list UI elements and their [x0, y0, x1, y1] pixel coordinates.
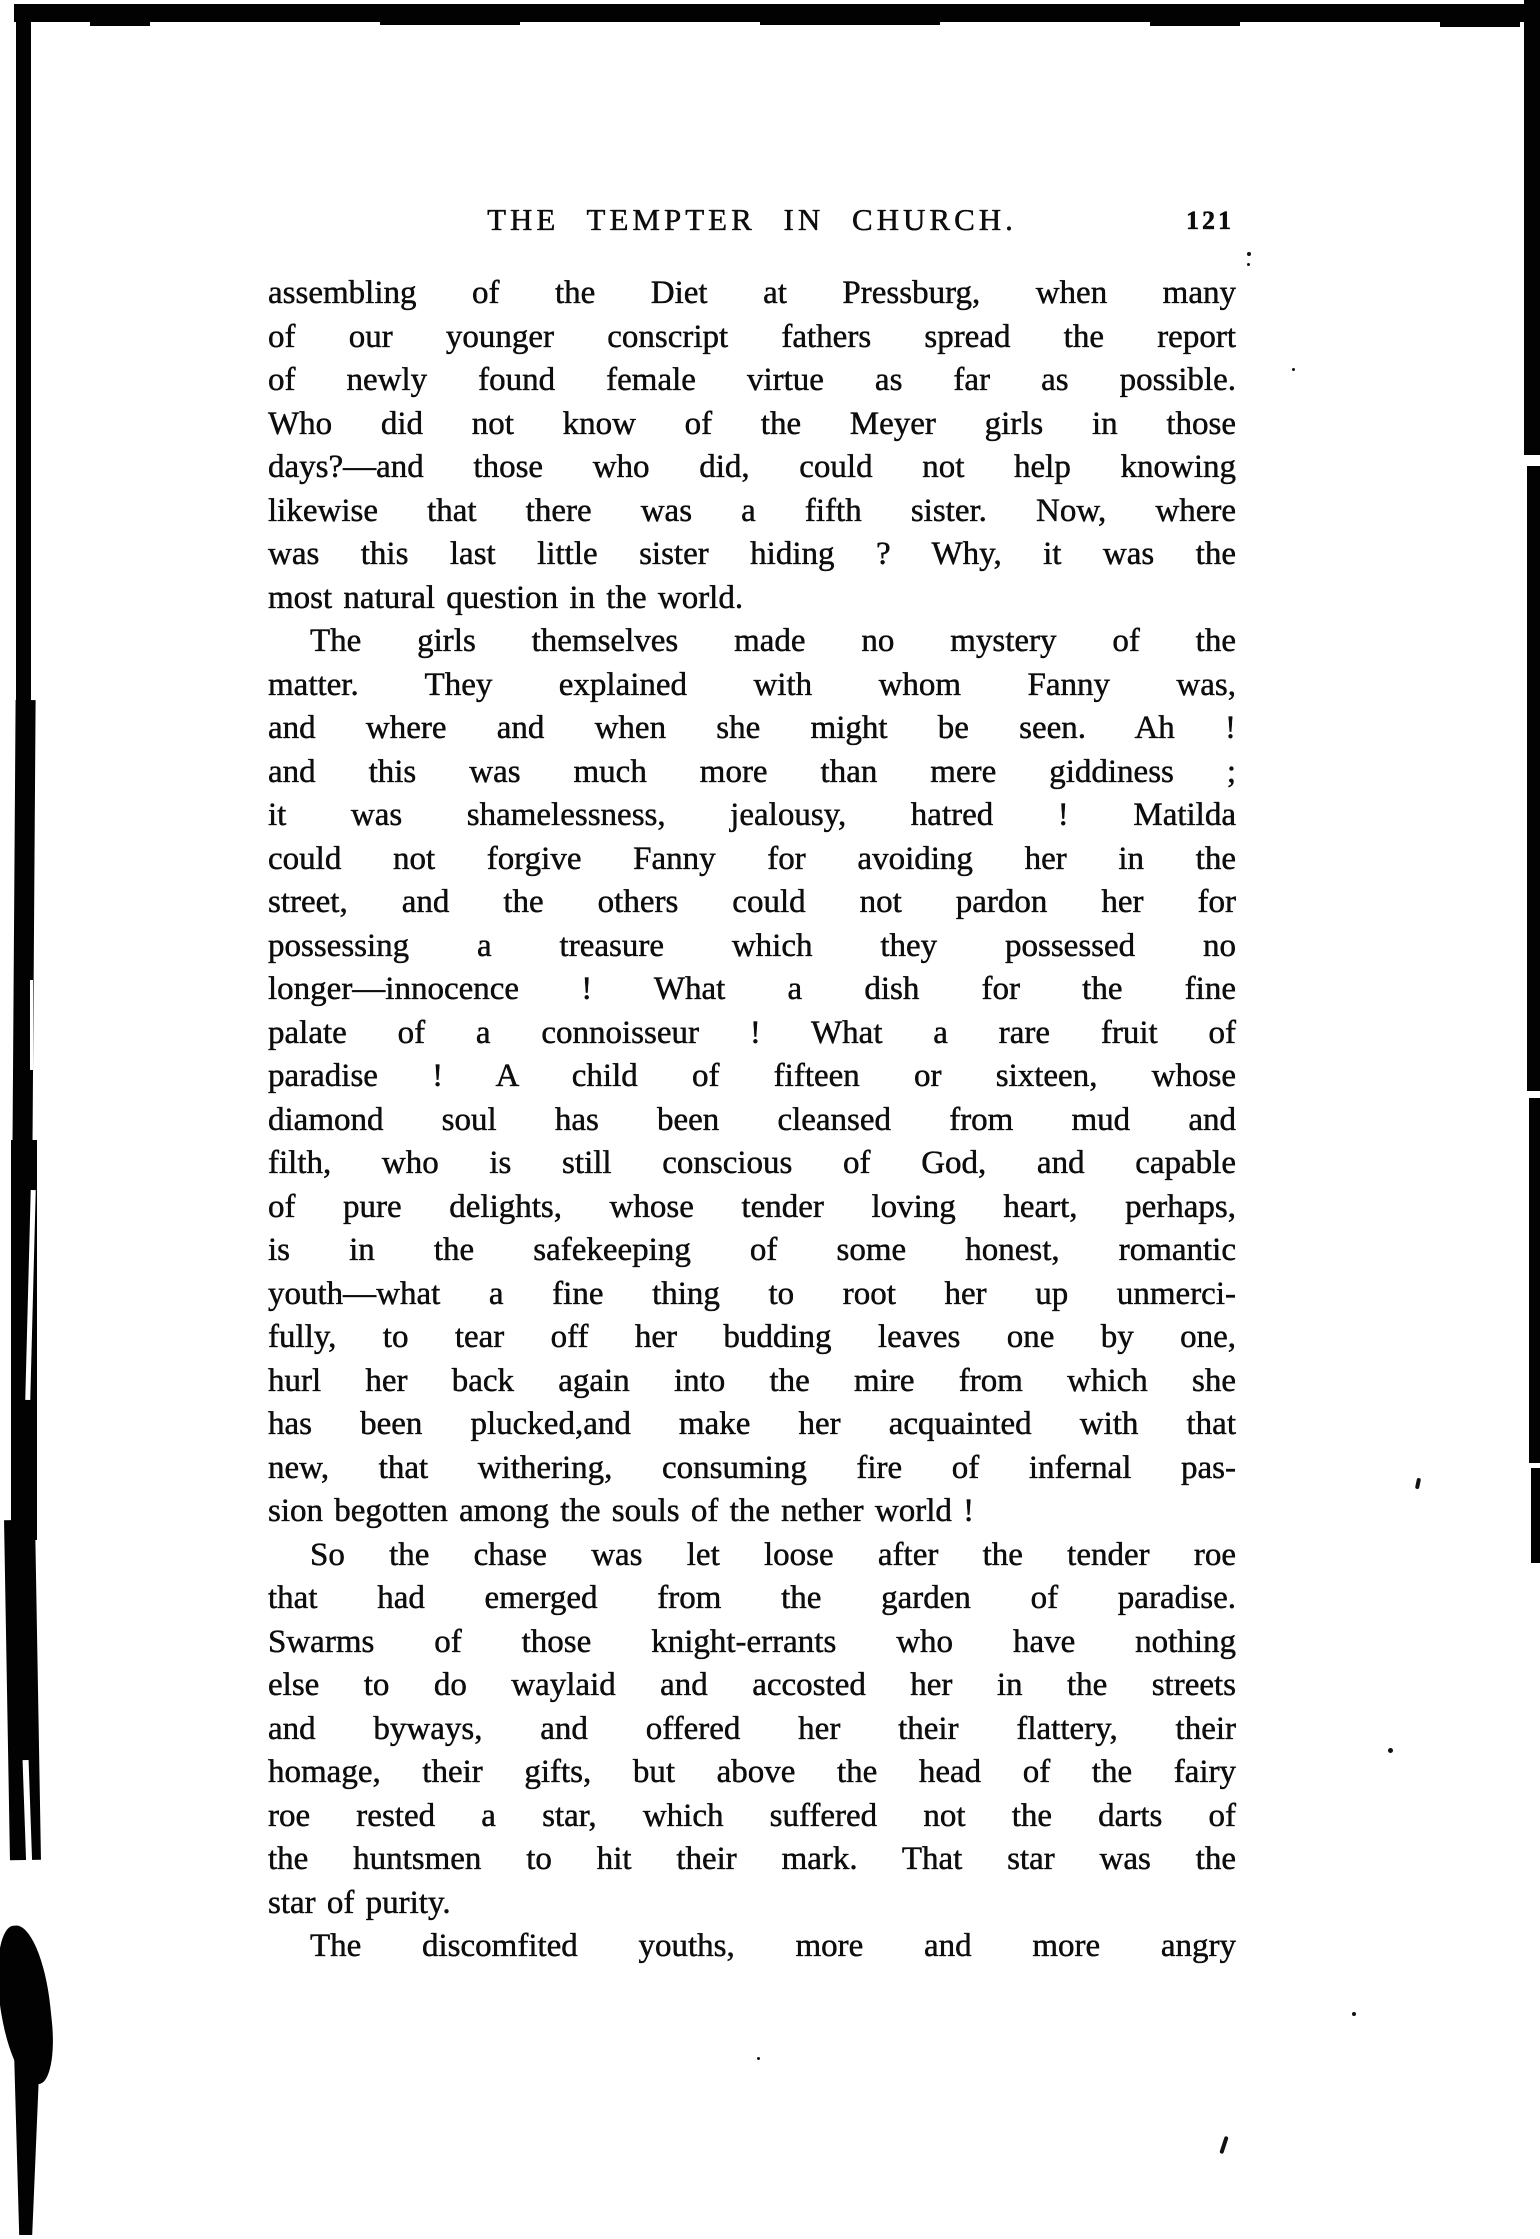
text-line: Who did not know of the Meyer girls in those	[268, 405, 1236, 442]
scan-speck	[1292, 368, 1295, 371]
scan-border-right	[1529, 1098, 1540, 1463]
scan-speck	[1219, 2136, 1228, 2154]
text-line: most natural question in the world.	[268, 579, 744, 616]
text-line: and this was much more than mere giddiness ;	[268, 753, 1236, 790]
text-line: is in the safekeeping of some honest, romantic	[268, 1232, 1236, 1268]
text-line: of our younger conscript fathers spread the report	[268, 318, 1236, 355]
scan-border-right	[1527, 466, 1540, 1091]
text-line: sion begotten among the souls of the nether world !	[268, 1493, 975, 1529]
text-line: roe rested a star, which suffered not the darts of	[268, 1797, 1236, 1834]
text-line: of pure delights, whose tender loving heart, perhaps,	[268, 1188, 1236, 1225]
text-line: of newly found female virtue as far as possible.	[268, 362, 1236, 398]
scan-speck	[757, 2057, 760, 2060]
text-line: that had emerged from the garden of paradise.	[268, 1580, 1236, 1616]
body-text	[268, 272, 1236, 1969]
text-line: has been plucked,and make her acquainted with that	[268, 1406, 1236, 1442]
scan-speck	[1247, 252, 1251, 256]
text-line: was this last little sister hiding ? Why, it was the	[268, 536, 1236, 572]
page-number: 121	[1186, 206, 1234, 235]
text-line: new, that withering, consuming fire of infernal pas-	[268, 1449, 1236, 1486]
scan-binding-shadow	[4, 1520, 41, 1860]
text-line: The discomfited youths, more and more angry	[310, 1928, 1236, 1964]
scan-speck	[1415, 1478, 1421, 1490]
scan-border-top-ragged	[760, 21, 940, 25]
scan-speck	[1247, 263, 1250, 266]
scan-binding-shadow	[12, 700, 35, 1160]
scan-border-top-ragged	[380, 22, 520, 25]
scan-border-top	[14, 4, 1540, 22]
text-line: filth, who is still conscious of God, and capable	[268, 1145, 1236, 1181]
scan-binding-shadow	[16, 4, 31, 724]
scan-border-top-ragged	[1440, 22, 1520, 27]
running-header	[268, 202, 1236, 244]
scan-binding-shadow-taper	[14, 2050, 40, 2235]
text-line: could not forgive Fanny for avoiding her in the	[268, 840, 1236, 877]
text-line: palate of a connoisseur ! What a rare fruit of	[268, 1014, 1236, 1051]
text-line: paradise ! A child of fifteen or sixteen, whose	[268, 1058, 1236, 1094]
text-line: and byways, and offered her their flattery, their	[268, 1710, 1236, 1747]
scan-border-right	[1531, 1468, 1540, 1563]
scan-binding-highlight	[30, 980, 33, 1070]
scan-border-right	[1524, 0, 1540, 455]
text-line: matter. They explained with whom Fanny was,	[268, 666, 1236, 703]
text-line: longer—innocence ! What a dish for the fine	[268, 971, 1236, 1007]
text-line: days?—and those who did, could not help knowing	[268, 449, 1236, 485]
text-line: street, and the others could not pardon her for	[268, 884, 1236, 920]
scan-speck	[1388, 1748, 1393, 1753]
text-line: homage, their gifts, but above the head of the fairy	[268, 1754, 1236, 1790]
text-line: hurl her back again into the mire from which she	[268, 1362, 1236, 1399]
text-line: fully, to tear off her budding leaves one by one,	[268, 1319, 1236, 1355]
text-line: star of purity.	[268, 1884, 451, 1921]
scan-border-top-ragged	[1150, 22, 1240, 26]
text-line: else to do waylaid and accosted her in the streets	[268, 1667, 1236, 1703]
scan-speck	[1352, 2012, 1356, 2016]
scan-border-top-ragged	[90, 22, 150, 26]
text-line: assembling of the Diet at Pressburg, when many	[268, 275, 1236, 311]
text-line: likewise that there was a fifth sister. Now, where	[268, 492, 1236, 529]
text-line: The girls themselves made no mystery of the	[310, 623, 1236, 659]
text-line: Swarms of those knight-errants who have nothing	[268, 1623, 1236, 1660]
text-line: possessing a treasure which they possessed no	[268, 927, 1236, 964]
text-line: So the chase was let loose after the tender roe	[310, 1536, 1236, 1573]
chapter-title: THE TEMPTER IN CHURCH.	[487, 202, 1017, 237]
text-line: and where and when she might be seen. Ah !	[268, 710, 1236, 746]
text-line: youth—what a fine thing to root her up unmerci-	[268, 1275, 1236, 1312]
text-line: diamond soul has been cleansed from mud and	[268, 1101, 1236, 1138]
text-line: it was shamelessness, jealousy, hatred ! Matilda	[268, 797, 1236, 833]
text-line: the huntsmen to hit their mark. That star was the	[268, 1841, 1236, 1877]
